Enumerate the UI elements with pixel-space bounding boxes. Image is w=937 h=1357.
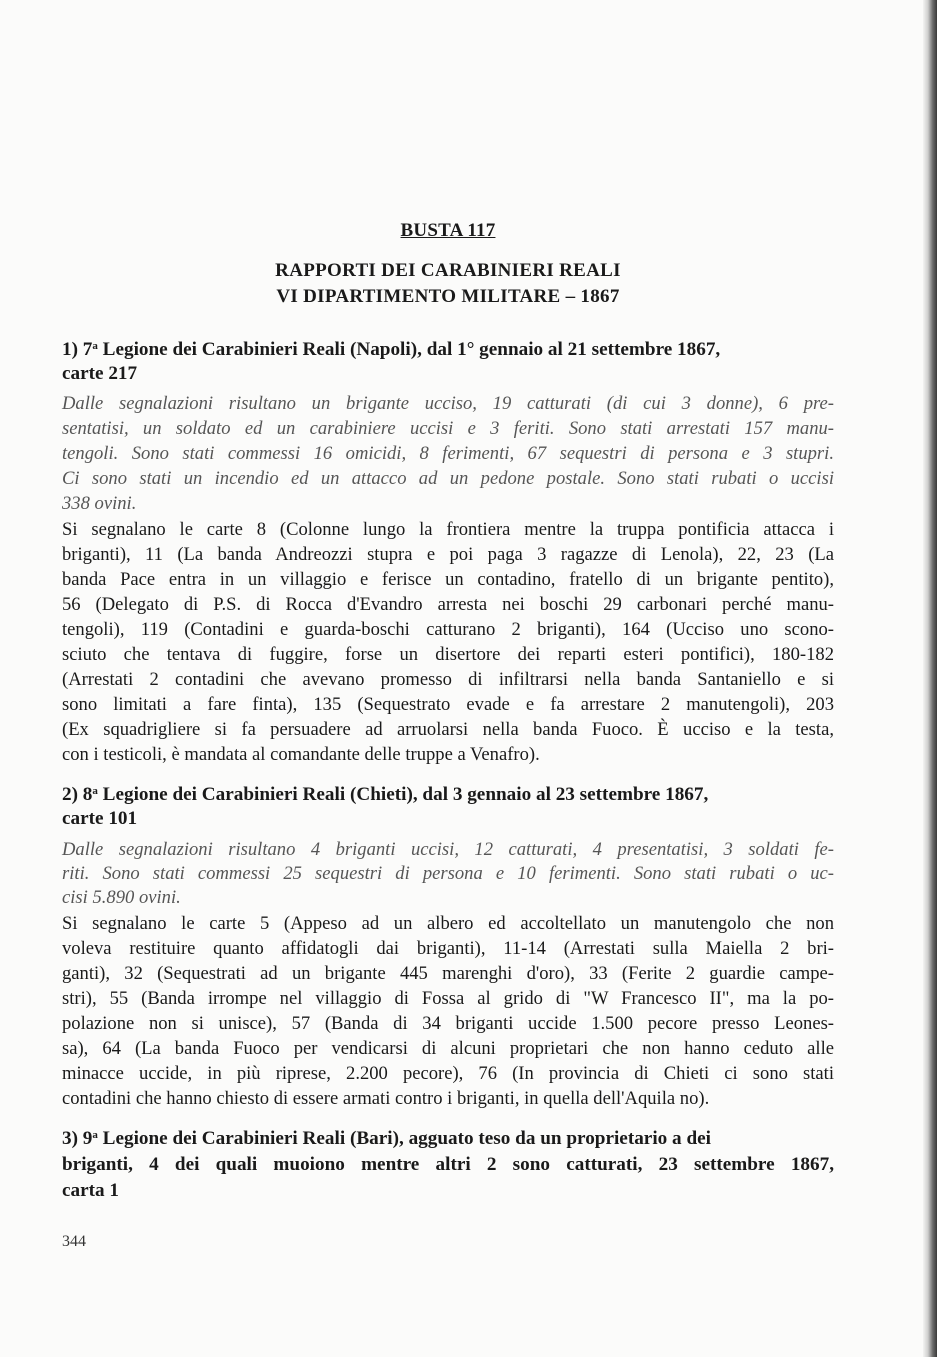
section-1-body-line: (Arrestati 2 contadini che avevano promesso di infiltrarsi nella banda Santaniello e si bbox=[62, 669, 834, 690]
section-1-body-line: banda Pace entra in un villaggio e ferisce un contadino, fratello di un brigante pentito), bbox=[62, 569, 834, 590]
section-2-summary-line: riti. Sono stati commessi 25 sequestri di persona e 10 ferimenti. Sono stati rubati o uc- bbox=[62, 863, 834, 884]
section-1-heading-line-1: 1) 7$^a$ Legione dei Carabinieri Reali (Napoli), dal 1° gennaio al 21 settembre 1867, bbox=[62, 339, 721, 360]
section-2-summary-line: cisi 5.890 ovini. bbox=[62, 887, 181, 908]
section-2-heading-line-1: 2) 8$^a$ Legione dei Carabinieri Reali (Chieti), dal 3 gennaio al 23 settembre 1867, bbox=[62, 784, 709, 805]
section-1-summary-line: sentatisi, un soldato ed un carabiniere uccisi e 3 feriti. Sono stati arrestati 157 manu- bbox=[62, 418, 834, 439]
section-2-body-line: contadini che hanno chiesto di essere armati contro i briganti, in quella dell'Aquila no). bbox=[62, 1088, 710, 1109]
section-1-summary-line: tengoli. Sono stati commessi 16 omicidi, 8 ferimenti, 67 sequestri di persona e 3 stupri. bbox=[62, 443, 834, 464]
book-gutter-shadow bbox=[923, 0, 937, 1357]
section-1-body-line: (Ex squadrigliere si fa persuadere ad arruolarsi nella banda Fuoco. È ucciso e la testa, bbox=[62, 719, 834, 740]
section-1-body-line: Si segnalano le carte 8 (Colonne lungo la frontiera mentre la truppa pontificia attacca i bbox=[62, 519, 834, 540]
section-1-body-line: briganti), 11 (La banda Andreozzi stupra e poi paga 3 ragazze di Lenola), 22, 23 (La bbox=[62, 544, 834, 565]
section-1-summary-line: Dalle segnalazioni risultano un brigante ucciso, 19 catturati (di cui 3 donne), 6 pre- bbox=[62, 393, 834, 414]
section-1-summary-line: Ci sono stati un incendio ed un attacco ad un pedone postale. Sono stati rubati o uccisi bbox=[62, 468, 834, 489]
title-line: RAPPORTI DEI CARABINIERI REALI bbox=[275, 260, 621, 281]
busta-heading: BUSTA 117 bbox=[400, 220, 496, 241]
section-2-body-line: sa), 64 (La banda Fuoco per vendicarsi di alcuni proprietari che non hanno ceduto alle bbox=[62, 1038, 834, 1059]
page-number: 344 bbox=[62, 1233, 86, 1250]
section-2-body-line: Si segnalano le carte 5 (Appeso ad un albero ed accoltellato un manutengolo che non bbox=[62, 913, 834, 934]
section-2-body-line: polazione non si unisce), 57 (Banda di 34 briganti uccide 1.500 pecore presso Leones- bbox=[62, 1013, 834, 1034]
section-1-body-line: con i testicoli, è mandata al comandante delle truppe a Venafro). bbox=[62, 744, 540, 765]
section-3-heading-line-2: briganti, 4 dei quali muoiono mentre altri 2 sono catturati, 23 settembre 1867, bbox=[62, 1154, 834, 1175]
section-1-body-line: sciuto che tentava di fuggire, forse un disertore dei reparti esteri pontifici), 180-182 bbox=[62, 644, 834, 665]
section-1-body-line: sono limitati a fare finta), 135 (Sequestrato evade e fa arrestare 2 manutengoli), 203 bbox=[62, 694, 834, 715]
section-1-body-line: 56 (Delegato di P.S. di Rocca d'Evandro arresta nei boschi 29 carbonari perché manu- bbox=[62, 594, 834, 615]
section-1-body-line: tengoli), 119 (Contadini e guarda-boschi catturano 2 briganti), 164 (Ucciso uno scono- bbox=[62, 619, 834, 640]
section-1-heading-line-2: carte 217 bbox=[62, 363, 138, 384]
section-3-heading-line-1: 3) 9$^a$ Legione dei Carabinieri Reali (Bari), agguato teso da un proprietario a dei bbox=[62, 1128, 711, 1149]
section-2-body-line: stri), 55 (Banda irrompe nel villaggio di Fossa al grido di "W Francesco II", ma la po- bbox=[62, 988, 834, 1009]
section-2-body-line: voleva restituire quanto affidatogli dai briganti), 11-14 (Arrestati sulla Maiella 2 bri- bbox=[62, 938, 834, 959]
section-2-body-line: ganti), 32 (Sequestrati ad un brigante 445 marenghi d'oro), 33 (Ferite 2 guardie campe- bbox=[62, 963, 834, 984]
section-2-body-line: minacce uccide, in più riprese, 2.200 pecore), 76 (In provincia di Chieti ci sono stati bbox=[62, 1063, 834, 1084]
section-2-summary-line: Dalle segnalazioni risultano 4 briganti uccisi, 12 catturati, 4 presentatisi, 3 soldati fe- bbox=[62, 839, 834, 860]
section-2-heading-line-2: carte 101 bbox=[62, 808, 138, 829]
title-line: VI DIPARTIMENTO MILITARE – 1867 bbox=[276, 286, 620, 307]
section-1-summary-line: 338 ovini. bbox=[62, 493, 137, 514]
section-3-heading-line-3: carta 1 bbox=[62, 1180, 120, 1201]
